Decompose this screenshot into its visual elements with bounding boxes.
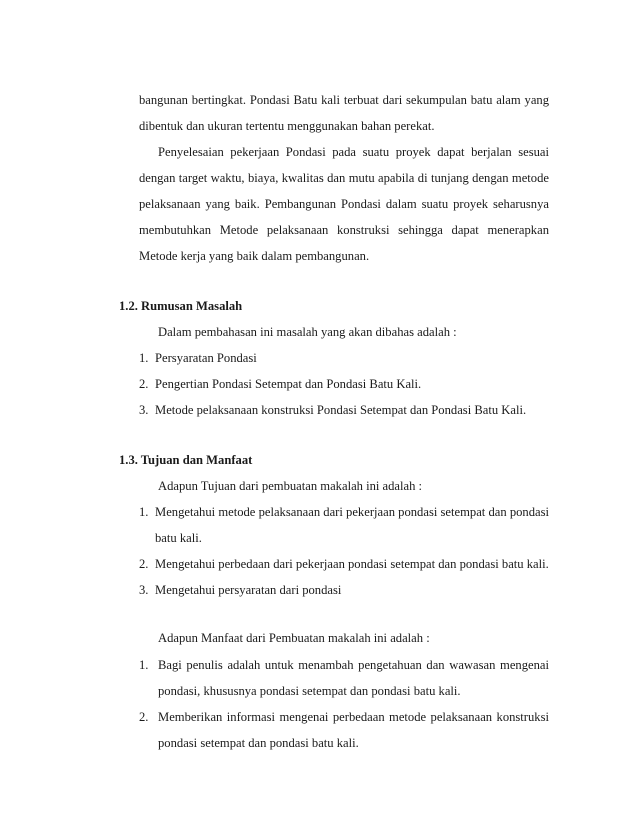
para2-line-3: pelaksanaan yang baik. Pembangunan Pondasi dalam suatu proyek seharusnya bbox=[139, 197, 549, 211]
para2-line-1: Penyelesaian pekerjaan Pondasi pada suatu proyek dapat berjalan sesuai bbox=[158, 145, 549, 159]
tujuan-item-2-num: 2. bbox=[139, 557, 149, 571]
tujuan-item-3: Mengetahui persyaratan dari pondasi bbox=[155, 583, 342, 597]
rumusan-item-2: Pengertian Pondasi Setempat dan Pondasi Batu Kali. bbox=[155, 377, 422, 391]
tujuan-item-3-num: 3. bbox=[139, 583, 149, 597]
tujuan-item-1-num: 1. bbox=[139, 505, 149, 519]
para2-line-2: dengan target waktu, biaya, kwalitas dan mutu apabila di tunjang dengan metode bbox=[139, 171, 549, 185]
heading-tujuan-manfaat: 1.3. Tujuan dan Manfaat bbox=[119, 453, 253, 467]
heading-rumusan-masalah: 1.2. Rumusan Masalah bbox=[119, 299, 243, 313]
manfaat-item-2-line-1: Memberikan informasi mengenai perbedaan metode pelaksanaan konstruksi bbox=[158, 710, 549, 724]
tujuan-intro: Adapun Tujuan dari pembuatan makalah ini adalah : bbox=[158, 479, 423, 493]
intro-line-2: dibentuk dan ukuran tertentu menggunakan bahan perekat. bbox=[139, 119, 435, 133]
manfaat-item-1-line-1: Bagi penulis adalah untuk menambah pengetahuan dan wawasan mengenai bbox=[158, 658, 549, 672]
rumusan-item-2-num: 2. bbox=[139, 377, 149, 391]
manfaat-intro: Adapun Manfaat dari Pembuatan makalah ini adalah : bbox=[158, 631, 430, 645]
rumusan-item-1: Persyaratan Pondasi bbox=[155, 351, 257, 365]
rumusan-intro: Dalam pembahasan ini masalah yang akan dibahas adalah : bbox=[158, 325, 457, 339]
rumusan-item-3: Metode pelaksanaan konstruksi Pondasi Setempat dan Pondasi Batu Kali. bbox=[155, 403, 527, 417]
para2-line-5: Metode kerja yang baik dalam pembangunan. bbox=[139, 249, 370, 263]
rumusan-item-1-num: 1. bbox=[139, 351, 149, 365]
para2-line-4: membutuhkan Metode pelaksanaan konstruksi sehingga dapat menerapkan bbox=[139, 223, 549, 237]
tujuan-item-2: Mengetahui perbedaan dari pekerjaan pondasi setempat dan pondasi batu kali. bbox=[155, 557, 549, 571]
manfaat-item-1-line-2: pondasi, khususnya pondasi setempat dan pondasi batu kali. bbox=[158, 684, 461, 698]
tujuan-item-1-line-2: batu kali. bbox=[155, 531, 202, 545]
tujuan-item-1-line-1: Mengetahui metode pelaksanaan dari pekerjaan pondasi setempat dan pondasi bbox=[155, 505, 549, 519]
manfaat-item-2-line-2: pondasi setempat dan pondasi batu kali. bbox=[158, 736, 359, 750]
manfaat-item-1-num: 1. bbox=[139, 658, 149, 672]
manfaat-item-2-num: 2. bbox=[139, 710, 149, 724]
rumusan-item-3-num: 3. bbox=[139, 403, 149, 417]
intro-line-1: bangunan bertingkat. Pondasi Batu kali terbuat dari sekumpulan batu alam yang bbox=[139, 93, 549, 107]
